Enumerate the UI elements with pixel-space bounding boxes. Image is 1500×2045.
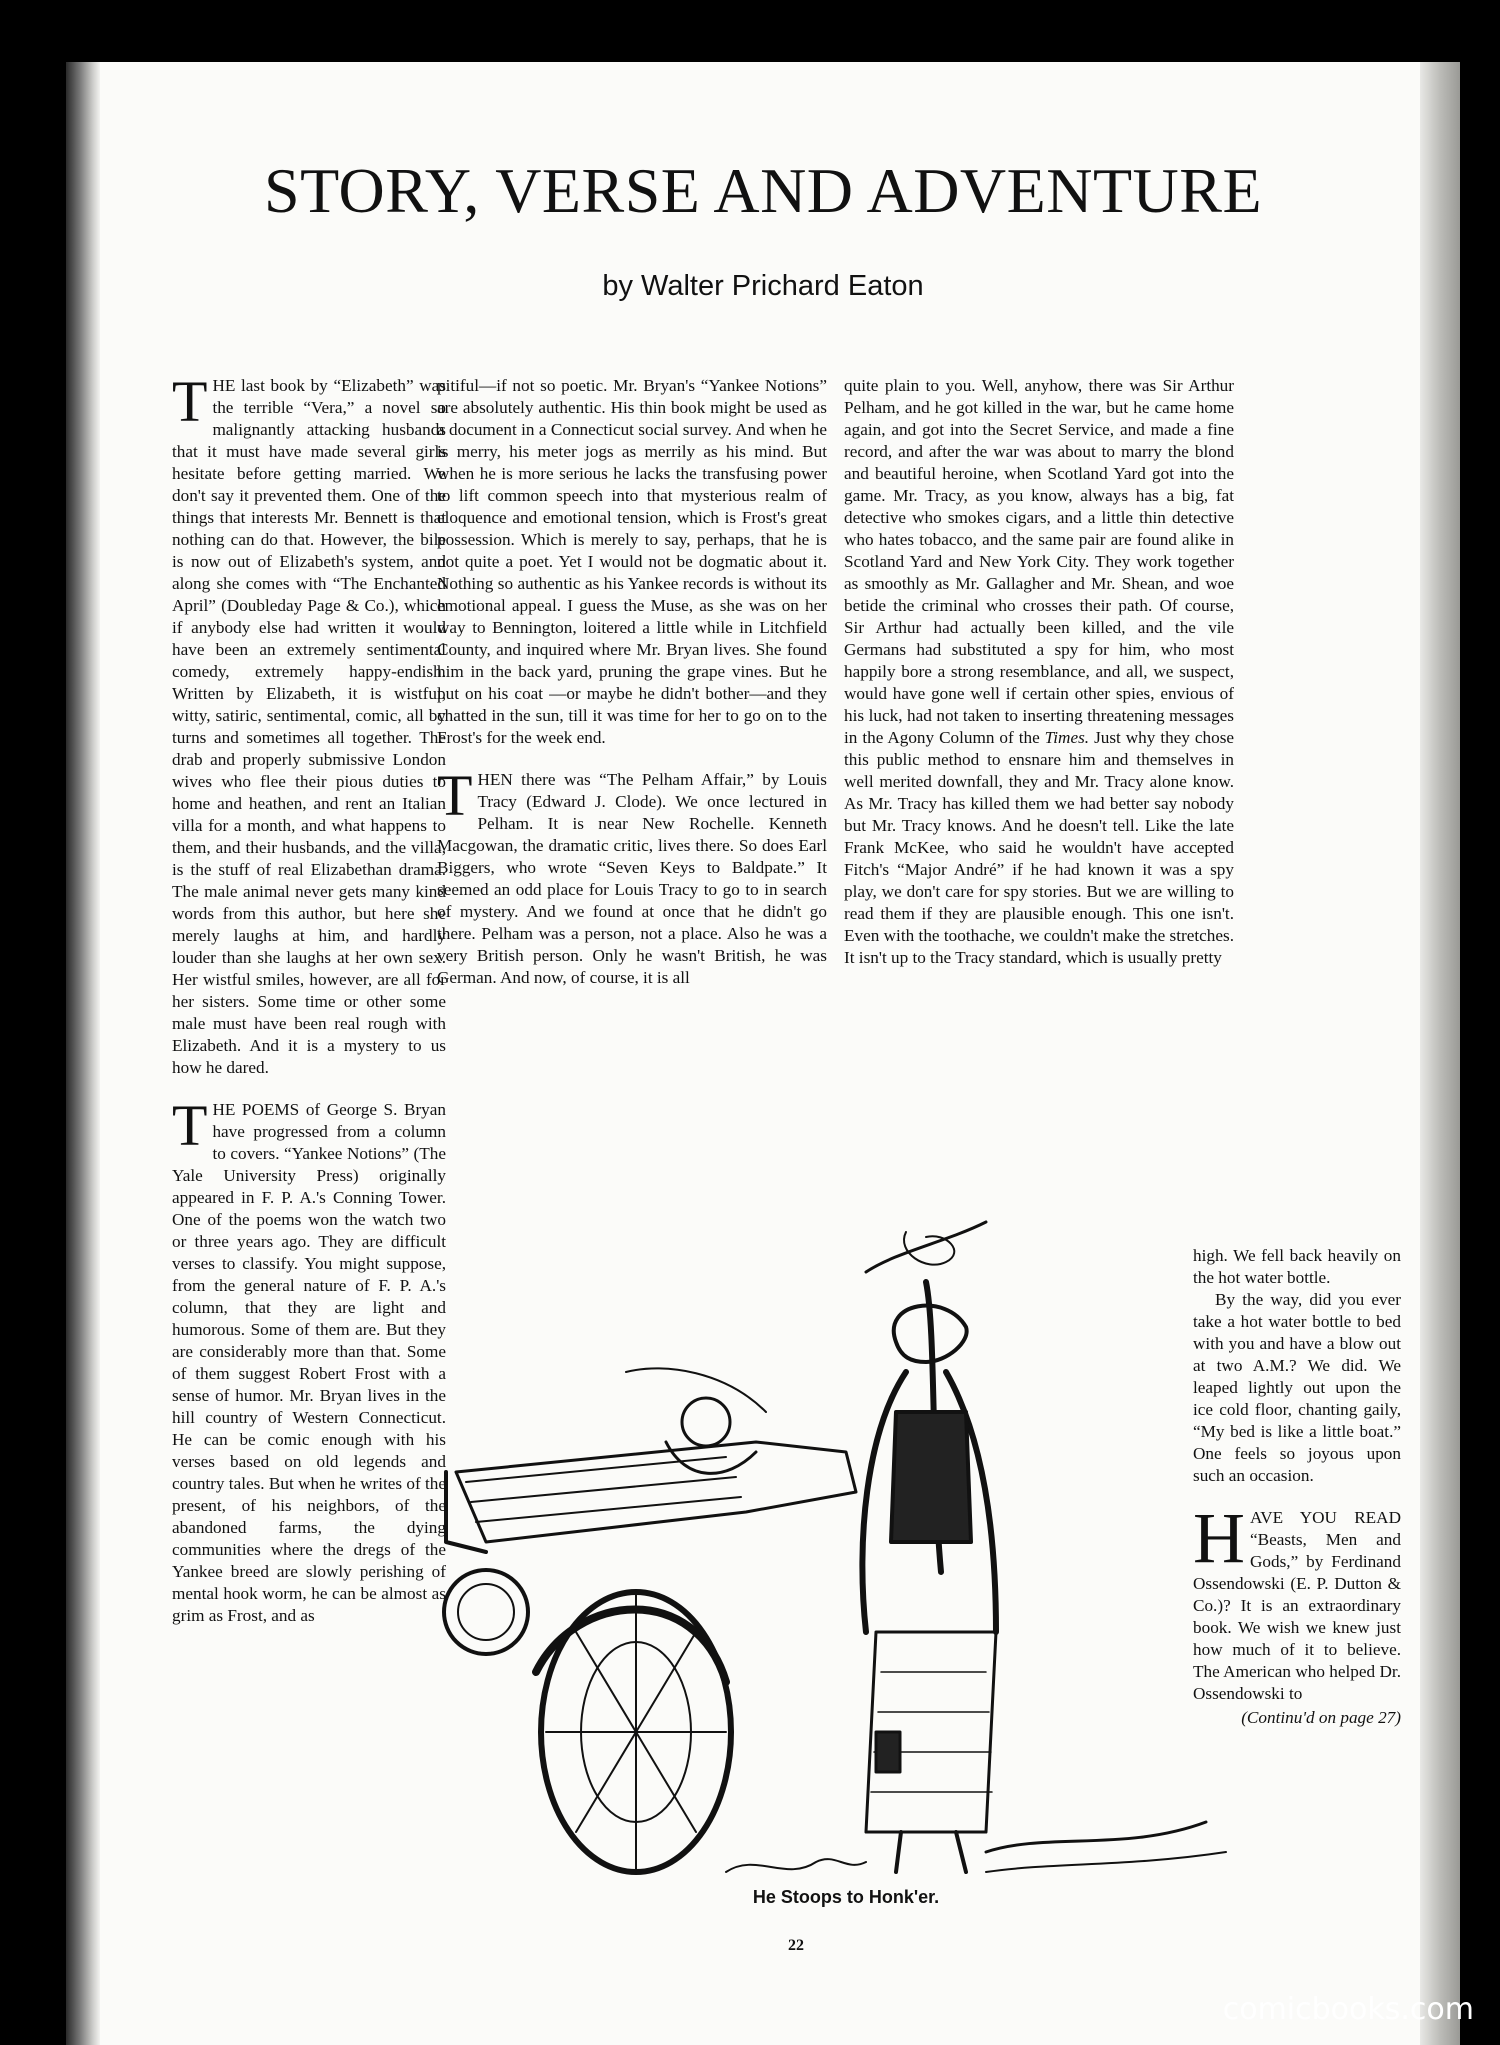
artist-signature (726, 1859, 866, 1872)
continuation-note: (Continu'd on page 27) (1241, 1708, 1401, 1727)
headlamp (444, 1570, 528, 1654)
italic-text: Times. (1044, 728, 1090, 747)
paragraph (172, 1093, 447, 1627)
woman-bodice (891, 1412, 971, 1542)
windshield (626, 1368, 766, 1412)
driver-head (682, 1398, 730, 1446)
column-2 (437, 375, 827, 989)
column-1 (172, 369, 447, 1627)
drop-cap: H (1193, 1498, 1245, 1578)
paragraph (437, 375, 827, 749)
watermark: comicbooks.com (1222, 1992, 1474, 2027)
drop-cap: T (172, 369, 208, 434)
paragraph-text: HEN there was “The Pelham Affair,” by Louis Tracy (Edward J. Clode). We once lectured in Pelham. It is near New Rochelle. Kenneth Macgowan, the dramatic critic, lives there. So does Earl Biggers, who wrote “Seven Keys to Baldpate.” It seemed an odd place for Louis Tracy to go to in search of mystery. And we found at once that he didn't go there. Pelham was a person, not a place. Also he was a very British person. Only he wasn't British, he was German. And now, of course, it is all (437, 770, 827, 987)
drop-cap: T (437, 763, 473, 828)
illustration (426, 1212, 1246, 1902)
article-title: STORY, VERSE AND ADVENTURE (263, 155, 1263, 226)
binding-gutter (66, 62, 100, 2045)
paragraph (437, 763, 827, 989)
magazine-page (66, 62, 1460, 2045)
handbag (876, 1732, 900, 1772)
paragraph-text: By the way, did you ever take a hot water bottle to bed with you and have a blow out at two A.M.? We did. We leaped lightly out upon the ice cold floor, chanting gaily, “My bed is like a little boat.” One feels so joyous upon such an occasion. (1193, 1290, 1401, 1485)
paragraph-text: Just why they chose this public method to ensnare him and themselves in well merited downfall, they and Mr. Tracy alone know. As Mr. Tracy has killed them we had better say nobody but Mr. Tracy knows. And he doesn't tell. Like the late Frank McKee, who said he wouldn't have accepted Fitch's “Major André” if he had known it was a spy play, we don't care for spy stories. But we are willing to read them if they are plausible enough. This one isn't. Even with the toothache, we couldn't make the stretches. It isn't up to the Tracy standard, which is usually pretty (844, 728, 1235, 967)
paragraph-text: HE POEMS of George S. Bryan have progressed from a column to covers. “Yankee Notions” (The Yale University Press) originally appeared in F. P. A.'s Conning Tower. One of the poems won the watch two or three years ago. They are (172, 1100, 446, 1251)
paragraph-text: HE last book by “Elizabeth” was the terrible “Vera,” a novel so malignantly attacking husbands that it must have made several girls hesitate before getting married. We don't say it prevented them. One of the things that interests Mr. Bennett is that nothing can do that. However, the bile is now out of Elizabeth's system, and along she comes with “The Enchanted April” (Doubleday Page & Co.), which if anybody else had written it would have been an extremely sentimental comedy, extremely happy-endish. Written by Elizabeth, it is wistful, witty, satiric, sentimental, comic, all by turns and sometimes all together. The drab and properly submissive London wives who flee their pious duties to home and heathen, and rent an Italian villa for a month, and what happens to them, and their husbands, and the villa, is the stuff of real Elizabethan drama. The male animal never gets many kind words from this author, but here she merely laughs at him, and hardly louder than she laughs at her own sex. Her wistful smiles, however, are all for her sisters. Some time or other some male must have been real rough with Elizabeth. And it is a mystery to us how he dared. (172, 376, 446, 1077)
paragraph (172, 369, 446, 1079)
paragraph-text: high. We fell back heavily on the hot water bottle. (1193, 1246, 1401, 1287)
woman-legs (896, 1832, 966, 1872)
column-3 (844, 375, 1234, 969)
paragraph-text: difficult verses to classify. You might suppose, from the general nature of F. P. A.'s column, that they are light and humorous. Some of them are. But they are considerably more than that. Some of them suggest Robert Frost with a sense of humor. Mr. Bryan lives in the hill country of Western Connecticut. He can be comic enough with his verses based on old legends and country tales. But when he writes of the present, of his neighbors, of the abandoned farms, the dying communities where the dregs of the Yankee breed are slowly perishing of mental hook worm, he can be almost as grim as Frost, and as (172, 1232, 447, 1625)
page-edge (1420, 62, 1460, 2045)
car-hood (456, 1442, 856, 1542)
paragraph-text: pitiful—if not so poetic. Mr. Bryan's “Yankee Notions” are absolutely authentic. His thin book might be used as a document in a Connecticut social survey. And when he is merry, his meter jogs as merrily as his mind. But when he is more serious he lacks the transfusing power to lift common speech into that mysterious realm of eloquence and emotional tension, which is Frost's great possession. Which is merely to say, perhaps, that he is not quite a poet. Yet I would not be dogmatic about it. Nothing so authentic as his Yankee records is without its emotional appeal. I guess the Muse, as she was on her way to Bennington, loitered a little while in Litchfield County, and inquired where Mr. Bryan lives. She found him in the back yard, pruning the grape vines. But he put on his coat —or maybe he didn't bother—and they chatted in the sun, till it was time for her to go on to the Frost's for the week end. (437, 376, 827, 747)
paragraph-text: quite plain to you. Well, anyhow, there was Sir Arthur Pelham, and he got killed in the war, but he came home again, and got into the Secret Service, and made a fine record, and after the war was about to marry the blond and beautiful heroine, when Scotland Yard got into the game. Mr. Tracy, as you know, always has a big, fat detective who smokes cigars, and a little thin detective who hates tobacco, and the same pair are found alike in Scotland Yard and New York City. They work together as smoothly as Mr. Gallagher and Mr. Shean, and woe betide the criminal who crosses their path. Of course, Sir Arthur had actually been killed, and the vile Germans had substituted a spy for him, who most happily bore a strong resemblance, and all, we suspect, would have gone well if certain other spies, envious of his luck, had not taken to inserting threatening messages in the Agony Column of the (844, 376, 1234, 747)
article-byline: by Walter Prichard Eaton (602, 270, 924, 302)
page-number: 22 (788, 1937, 804, 1954)
paragraph (844, 375, 1234, 969)
illustration-caption: He Stoops to Honk'er. (752, 1887, 940, 1907)
drop-cap: T (172, 1093, 208, 1158)
paragraph-text: AVE YOU READ “Beasts, Men and Gods,” by Ferdinand Ossendowski (E. P. Dutton & Co.)? It is an extraordinary book. We wish we knew just how much of it to believe. The American who helped Dr. Ossendowski to (1193, 1508, 1401, 1703)
